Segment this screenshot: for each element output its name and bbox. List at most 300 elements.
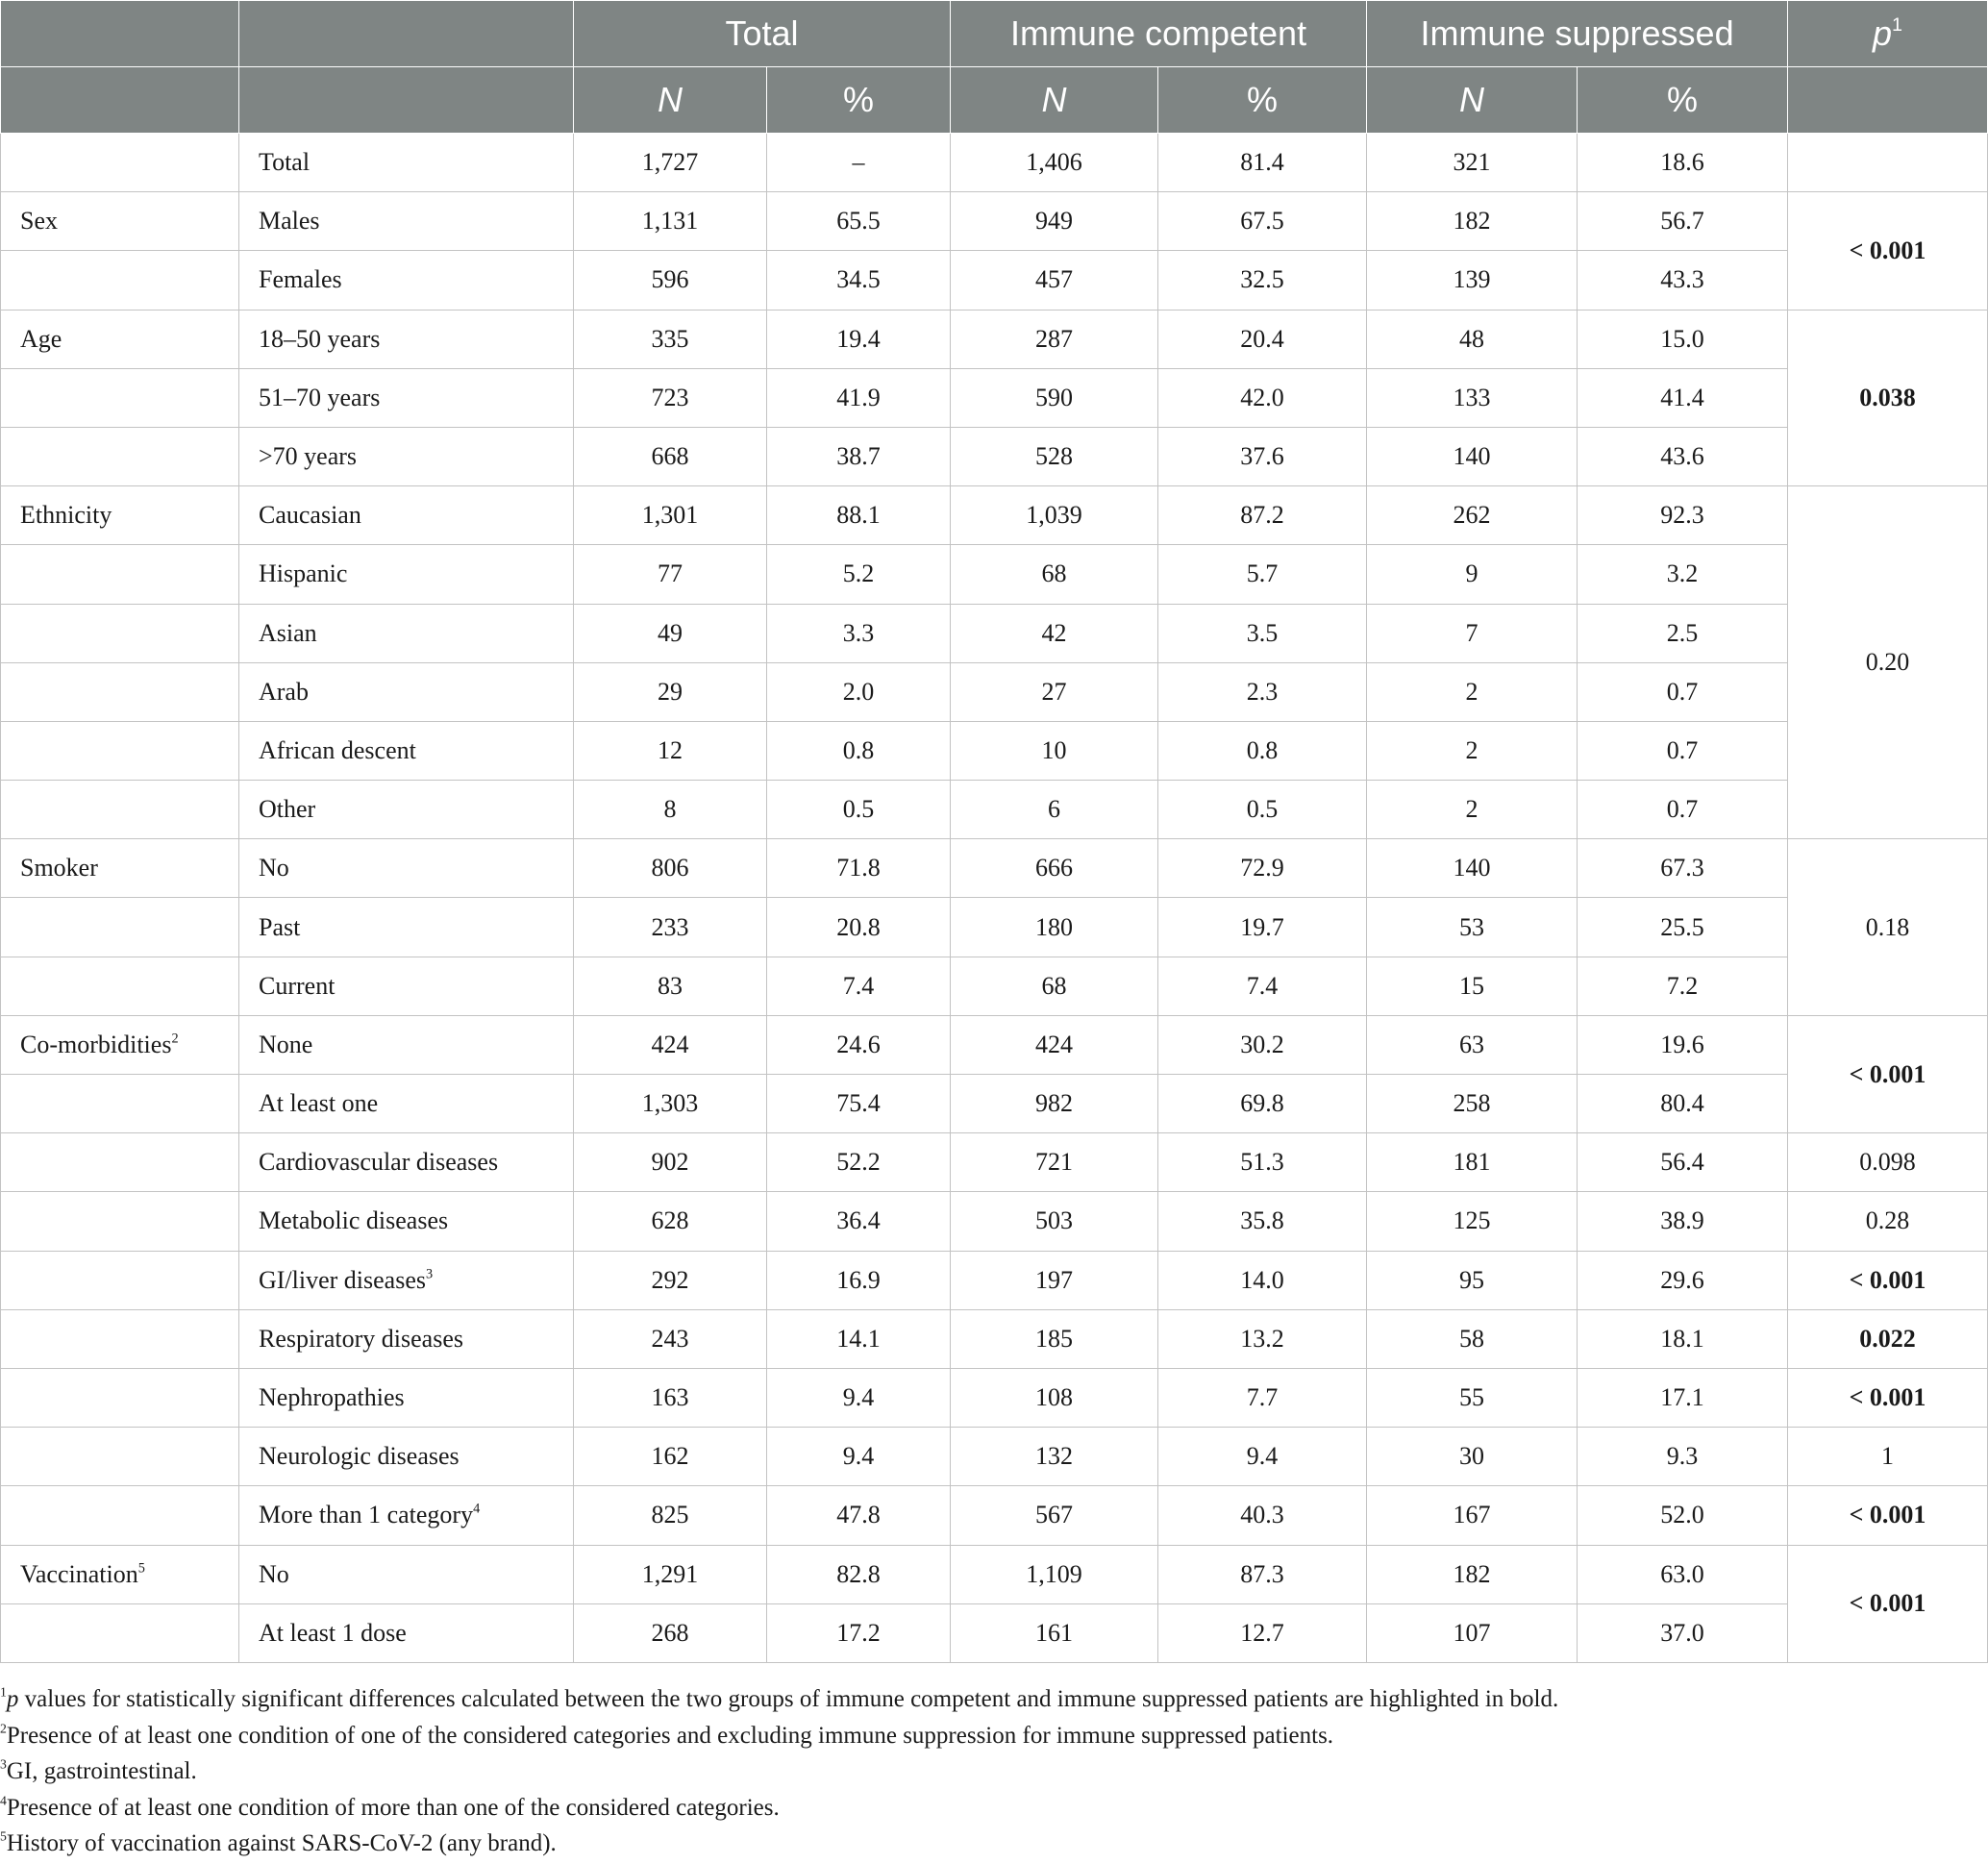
cell-n-ic: 457 bbox=[951, 251, 1158, 310]
cell-n-is: 30 bbox=[1367, 1428, 1578, 1486]
table-row bbox=[1, 1075, 1988, 1133]
table-row bbox=[1, 192, 1988, 251]
row-category bbox=[1, 1309, 239, 1368]
cell-n-total: 668 bbox=[574, 427, 767, 485]
cell-n-is: 7 bbox=[1367, 604, 1578, 662]
header-blank-label-2 bbox=[239, 67, 574, 134]
cell-pct-is: 17.1 bbox=[1578, 1368, 1788, 1427]
cell-n-is: 58 bbox=[1367, 1309, 1578, 1368]
row-label-text: 51–70 years bbox=[259, 383, 381, 411]
header-p-value bbox=[1788, 1, 1988, 67]
row-label-text: Females bbox=[259, 265, 342, 294]
cell-pct-ic: 2.3 bbox=[1158, 662, 1367, 721]
row-label bbox=[239, 192, 574, 251]
row-label-text: No bbox=[259, 1559, 289, 1588]
cell-n-total: 1,131 bbox=[574, 192, 767, 251]
row-category bbox=[1, 604, 239, 662]
cell-pct-is: 63.0 bbox=[1578, 1545, 1788, 1603]
table-row bbox=[1, 1192, 1988, 1251]
cell-n-ic: 287 bbox=[951, 310, 1158, 368]
row-label bbox=[239, 957, 574, 1015]
table-row bbox=[1, 134, 1988, 192]
footnote-line bbox=[0, 1718, 1558, 1754]
cell-pct-is: 0.7 bbox=[1578, 781, 1788, 839]
table-row bbox=[1, 662, 1988, 721]
cell-n-is: 140 bbox=[1367, 427, 1578, 485]
header-row-units bbox=[1, 67, 1988, 134]
cell-pct-ic: 69.8 bbox=[1158, 1075, 1367, 1133]
table-row bbox=[1, 545, 1988, 604]
table-row bbox=[1, 1015, 1988, 1074]
cell-n-total: 29 bbox=[574, 662, 767, 721]
footnote-marker: 4 bbox=[473, 1501, 481, 1517]
cell-pct-ic: 3.5 bbox=[1158, 604, 1367, 662]
table-row bbox=[1, 1368, 1988, 1427]
cell-n-ic: 721 bbox=[951, 1133, 1158, 1192]
cell-pct-ic: 7.4 bbox=[1158, 957, 1367, 1015]
cell-n-is: 258 bbox=[1367, 1075, 1578, 1133]
row-label-text: >70 years bbox=[259, 442, 358, 471]
row-label-text: Metabolic diseases bbox=[259, 1206, 449, 1235]
cell-pct-is: 37.0 bbox=[1578, 1603, 1788, 1662]
cell-n-total: 723 bbox=[574, 368, 767, 427]
cell-pct-total: 5.2 bbox=[767, 545, 951, 604]
table-row bbox=[1, 486, 1988, 545]
cell-pct-is: 2.5 bbox=[1578, 604, 1788, 662]
footnote-marker: 5 bbox=[137, 1559, 145, 1576]
footnote-text: Presence of at least one condition of one of the considered categories and excluding immune suppression for immune suppressed patients. bbox=[6, 1722, 1334, 1749]
cell-n-ic: 567 bbox=[951, 1486, 1158, 1545]
footnote-italic: p bbox=[6, 1686, 19, 1712]
cell-p-value: < 0.001 bbox=[1788, 192, 1988, 310]
row-label bbox=[239, 662, 574, 721]
cell-pct-total: 24.6 bbox=[767, 1015, 951, 1074]
row-category bbox=[1, 898, 239, 957]
cell-n-is: 182 bbox=[1367, 192, 1578, 251]
row-category bbox=[1, 781, 239, 839]
footnote-text: History of vaccination against SARS-CoV-2 (any brand). bbox=[6, 1830, 557, 1856]
table-row bbox=[1, 368, 1988, 427]
row-label bbox=[239, 545, 574, 604]
cell-pct-is: 43.6 bbox=[1578, 427, 1788, 485]
cell-n-ic: 108 bbox=[951, 1368, 1158, 1427]
cell-pct-total: 75.4 bbox=[767, 1075, 951, 1133]
cell-n-ic: 27 bbox=[951, 662, 1158, 721]
cell-n-ic: 197 bbox=[951, 1251, 1158, 1309]
row-label bbox=[239, 1192, 574, 1251]
cell-pct-total: 34.5 bbox=[767, 251, 951, 310]
row-label-text: No bbox=[259, 854, 289, 882]
cell-pct-is: 41.4 bbox=[1578, 368, 1788, 427]
row-category bbox=[1, 134, 239, 192]
row-category bbox=[1, 662, 239, 721]
header-p-letter: p bbox=[1873, 13, 1893, 53]
cell-pct-ic: 19.7 bbox=[1158, 898, 1367, 957]
row-label bbox=[239, 368, 574, 427]
row-category bbox=[1, 1251, 239, 1309]
cell-n-is: 133 bbox=[1367, 368, 1578, 427]
footnote-marker: 2 bbox=[171, 1031, 179, 1047]
cell-p-value: < 0.001 bbox=[1788, 1486, 1988, 1545]
cell-pct-ic: 72.9 bbox=[1158, 839, 1367, 898]
cell-n-is: 63 bbox=[1367, 1015, 1578, 1074]
footnote-line bbox=[0, 1826, 1558, 1862]
row-category bbox=[1, 1603, 239, 1662]
cell-n-ic: 68 bbox=[951, 545, 1158, 604]
row-label bbox=[239, 721, 574, 780]
cell-n-total: 83 bbox=[574, 957, 767, 1015]
row-label-text: Current bbox=[259, 971, 335, 1000]
row-label-text: At least 1 dose bbox=[259, 1618, 407, 1647]
cell-n-total: 1,301 bbox=[574, 486, 767, 545]
header-total: Total bbox=[574, 1, 951, 67]
table-row bbox=[1, 604, 1988, 662]
cell-n-total: 628 bbox=[574, 1192, 767, 1251]
row-label bbox=[239, 1428, 574, 1486]
cell-n-ic: 1,406 bbox=[951, 134, 1158, 192]
cell-pct-total: 9.4 bbox=[767, 1428, 951, 1486]
cell-n-is: 48 bbox=[1367, 310, 1578, 368]
cell-pct-ic: 7.7 bbox=[1158, 1368, 1367, 1427]
cell-pct-total: 9.4 bbox=[767, 1368, 951, 1427]
cell-p-value: < 0.001 bbox=[1788, 1545, 1988, 1662]
cell-pct-ic: 5.7 bbox=[1158, 545, 1367, 604]
table-row bbox=[1, 1428, 1988, 1486]
row-label bbox=[239, 1486, 574, 1545]
table-row bbox=[1, 1251, 1988, 1309]
row-category bbox=[1, 368, 239, 427]
row-label-text: Arab bbox=[259, 677, 309, 706]
row-label bbox=[239, 310, 574, 368]
row-label-text: Hispanic bbox=[259, 559, 348, 588]
row-category bbox=[1, 251, 239, 310]
footnote-number: 2 bbox=[0, 1721, 7, 1736]
header-pct-ic: % bbox=[1158, 67, 1367, 134]
footnote-number: 3 bbox=[0, 1756, 7, 1772]
row-label-text: Nephropathies bbox=[259, 1383, 405, 1412]
table-body bbox=[1, 134, 1988, 1663]
row-category bbox=[1, 1015, 239, 1074]
cell-pct-is: 18.1 bbox=[1578, 1309, 1788, 1368]
cell-p-value: 0.022 bbox=[1788, 1309, 1988, 1368]
row-category-text: Co-morbidities bbox=[20, 1030, 172, 1058]
cell-n-total: 8 bbox=[574, 781, 767, 839]
row-label-text: 18–50 years bbox=[259, 324, 381, 353]
cell-n-is: 2 bbox=[1367, 721, 1578, 780]
cell-pct-ic: 32.5 bbox=[1158, 251, 1367, 310]
row-category-text: Smoker bbox=[20, 854, 98, 882]
cell-n-is: 321 bbox=[1367, 134, 1578, 192]
cell-n-ic: 68 bbox=[951, 957, 1158, 1015]
footnote-number: 1 bbox=[0, 1684, 7, 1700]
row-category bbox=[1, 1368, 239, 1427]
cell-n-is: 125 bbox=[1367, 1192, 1578, 1251]
cell-pct-total: 16.9 bbox=[767, 1251, 951, 1309]
cell-n-ic: 503 bbox=[951, 1192, 1158, 1251]
row-label bbox=[239, 781, 574, 839]
header-immune-competent: Immune competent bbox=[951, 1, 1367, 67]
cell-pct-is: 9.3 bbox=[1578, 1428, 1788, 1486]
table-row bbox=[1, 781, 1988, 839]
cell-pct-total: 0.8 bbox=[767, 721, 951, 780]
cell-pct-total: 17.2 bbox=[767, 1603, 951, 1662]
cell-pct-is: 52.0 bbox=[1578, 1486, 1788, 1545]
footnote-number: 4 bbox=[0, 1793, 7, 1808]
cell-pct-total: 19.4 bbox=[767, 310, 951, 368]
cell-n-ic: 949 bbox=[951, 192, 1158, 251]
cell-pct-ic: 0.5 bbox=[1158, 781, 1367, 839]
cell-pct-is: 3.2 bbox=[1578, 545, 1788, 604]
cell-n-total: 825 bbox=[574, 1486, 767, 1545]
footnote-line bbox=[0, 1681, 1558, 1718]
table-row bbox=[1, 1545, 1988, 1603]
cell-n-is: 182 bbox=[1367, 1545, 1578, 1603]
cell-p-value: 0.098 bbox=[1788, 1133, 1988, 1192]
row-category bbox=[1, 545, 239, 604]
row-category-text: Age bbox=[20, 324, 62, 353]
row-label-text: Neurologic diseases bbox=[259, 1442, 460, 1471]
footnote-text: GI, gastrointestinal. bbox=[6, 1758, 197, 1784]
footnote-number: 5 bbox=[0, 1828, 7, 1844]
row-label-text: Other bbox=[259, 795, 316, 824]
row-category bbox=[1, 486, 239, 545]
row-label bbox=[239, 251, 574, 310]
cell-pct-total: 52.2 bbox=[767, 1133, 951, 1192]
cell-n-ic: 42 bbox=[951, 604, 1158, 662]
cell-n-total: 292 bbox=[574, 1251, 767, 1309]
header-n-ic: N bbox=[951, 67, 1158, 134]
cell-n-is: 15 bbox=[1367, 957, 1578, 1015]
header-blank-category bbox=[1, 1, 239, 67]
header-pct-total: % bbox=[767, 67, 951, 134]
cell-pct-total: 2.0 bbox=[767, 662, 951, 721]
cell-n-is: 2 bbox=[1367, 662, 1578, 721]
cell-pct-is: 19.6 bbox=[1578, 1015, 1788, 1074]
row-label bbox=[239, 1545, 574, 1603]
cell-p-value: 1 bbox=[1788, 1428, 1988, 1486]
cell-n-is: 262 bbox=[1367, 486, 1578, 545]
row-label bbox=[239, 1015, 574, 1074]
cell-pct-is: 0.7 bbox=[1578, 662, 1788, 721]
cell-n-ic: 528 bbox=[951, 427, 1158, 485]
cell-pct-is: 7.2 bbox=[1578, 957, 1788, 1015]
row-category bbox=[1, 1192, 239, 1251]
header-n-total: N bbox=[574, 67, 767, 134]
cell-pct-total: 0.5 bbox=[767, 781, 951, 839]
row-category-text: Ethnicity bbox=[20, 501, 112, 530]
cell-p-value: 0.18 bbox=[1788, 839, 1988, 1016]
row-category bbox=[1, 192, 239, 251]
cell-n-total: 806 bbox=[574, 839, 767, 898]
cell-pct-total: 7.4 bbox=[767, 957, 951, 1015]
header-blank-label bbox=[239, 1, 574, 67]
cell-pct-is: 80.4 bbox=[1578, 1075, 1788, 1133]
cell-pct-is: 18.6 bbox=[1578, 134, 1788, 192]
cell-n-is: 2 bbox=[1367, 781, 1578, 839]
cell-p-value: < 0.001 bbox=[1788, 1251, 1988, 1309]
table-row bbox=[1, 957, 1988, 1015]
cell-n-ic: 132 bbox=[951, 1428, 1158, 1486]
cell-n-total: 243 bbox=[574, 1309, 767, 1368]
cell-n-total: 162 bbox=[574, 1428, 767, 1486]
cell-pct-ic: 67.5 bbox=[1158, 192, 1367, 251]
row-label-text: At least one bbox=[259, 1089, 379, 1118]
cell-pct-is: 67.3 bbox=[1578, 839, 1788, 898]
cell-n-total: 902 bbox=[574, 1133, 767, 1192]
cell-n-is: 167 bbox=[1367, 1486, 1578, 1545]
cell-n-is: 95 bbox=[1367, 1251, 1578, 1309]
row-label bbox=[239, 1075, 574, 1133]
cell-n-ic: 1,109 bbox=[951, 1545, 1158, 1603]
row-label bbox=[239, 134, 574, 192]
cell-pct-is: 0.7 bbox=[1578, 721, 1788, 780]
cell-n-total: 268 bbox=[574, 1603, 767, 1662]
cell-pct-total: 20.8 bbox=[767, 898, 951, 957]
cell-pct-ic: 0.8 bbox=[1158, 721, 1367, 780]
table-row bbox=[1, 251, 1988, 310]
cell-pct-ic: 20.4 bbox=[1158, 310, 1367, 368]
cell-pct-ic: 13.2 bbox=[1158, 1309, 1367, 1368]
row-label bbox=[239, 1309, 574, 1368]
cell-n-ic: 10 bbox=[951, 721, 1158, 780]
row-label-text: None bbox=[259, 1030, 313, 1058]
cell-n-total: 596 bbox=[574, 251, 767, 310]
table-row bbox=[1, 839, 1988, 898]
row-label bbox=[239, 486, 574, 545]
header-blank-category-2 bbox=[1, 67, 239, 134]
cell-pct-ic: 35.8 bbox=[1158, 1192, 1367, 1251]
cell-p-value: < 0.001 bbox=[1788, 1368, 1988, 1427]
row-label bbox=[239, 898, 574, 957]
cell-pct-total: 71.8 bbox=[767, 839, 951, 898]
cell-p-value: 0.20 bbox=[1788, 486, 1988, 839]
cell-pct-ic: 9.4 bbox=[1158, 1428, 1367, 1486]
cell-n-is: 9 bbox=[1367, 545, 1578, 604]
cell-pct-total: 47.8 bbox=[767, 1486, 951, 1545]
cell-p-value: 0.038 bbox=[1788, 310, 1988, 486]
row-label-text: GI/liver diseases bbox=[259, 1265, 427, 1294]
cell-pct-total: 82.8 bbox=[767, 1545, 951, 1603]
row-label bbox=[239, 604, 574, 662]
cell-p-value: 0.28 bbox=[1788, 1192, 1988, 1251]
cell-n-ic: 180 bbox=[951, 898, 1158, 957]
cell-n-ic: 424 bbox=[951, 1015, 1158, 1074]
table-row bbox=[1, 310, 1988, 368]
row-label bbox=[239, 1603, 574, 1662]
row-label-text: Asian bbox=[259, 618, 317, 647]
row-label-text: Respiratory diseases bbox=[259, 1324, 464, 1353]
cell-pct-total: 41.9 bbox=[767, 368, 951, 427]
cell-n-total: 1,303 bbox=[574, 1075, 767, 1133]
cell-pct-ic: 87.2 bbox=[1158, 486, 1367, 545]
cell-pct-total: 38.7 bbox=[767, 427, 951, 485]
cell-n-total: 12 bbox=[574, 721, 767, 780]
cell-pct-total: 88.1 bbox=[767, 486, 951, 545]
row-label-text: Past bbox=[259, 912, 301, 941]
cell-n-total: 49 bbox=[574, 604, 767, 662]
row-label-text: Cardiovascular diseases bbox=[259, 1148, 499, 1177]
table-row bbox=[1, 427, 1988, 485]
cell-n-ic: 6 bbox=[951, 781, 1158, 839]
cell-n-is: 140 bbox=[1367, 839, 1578, 898]
cell-pct-ic: 87.3 bbox=[1158, 1545, 1367, 1603]
cell-pct-total: 14.1 bbox=[767, 1309, 951, 1368]
footnote-line bbox=[0, 1753, 1558, 1790]
cell-n-ic: 590 bbox=[951, 368, 1158, 427]
row-label bbox=[239, 1368, 574, 1427]
footnote-marker: 3 bbox=[426, 1265, 434, 1281]
cell-pct-total: 3.3 bbox=[767, 604, 951, 662]
footnote-text: Presence of at least one condition of more than one of the considered categories. bbox=[6, 1794, 780, 1821]
cell-pct-is: 25.5 bbox=[1578, 898, 1788, 957]
cell-n-ic: 666 bbox=[951, 839, 1158, 898]
row-category bbox=[1, 1075, 239, 1133]
cell-n-total: 1,291 bbox=[574, 1545, 767, 1603]
cell-pct-ic: 14.0 bbox=[1158, 1251, 1367, 1309]
cell-pct-ic: 42.0 bbox=[1158, 368, 1367, 427]
row-label-text: Males bbox=[259, 207, 320, 236]
cell-pct-is: 56.7 bbox=[1578, 192, 1788, 251]
table-row bbox=[1, 1133, 1988, 1192]
row-category bbox=[1, 957, 239, 1015]
cell-n-ic: 982 bbox=[951, 1075, 1158, 1133]
row-category bbox=[1, 1486, 239, 1545]
header-immune-suppressed: Immune suppressed bbox=[1367, 1, 1788, 67]
header-pct-is: % bbox=[1578, 67, 1788, 134]
header-p-sup: 1 bbox=[1892, 14, 1903, 37]
cell-n-is: 107 bbox=[1367, 1603, 1578, 1662]
cell-n-total: 77 bbox=[574, 545, 767, 604]
row-category bbox=[1, 310, 239, 368]
cell-pct-is: 15.0 bbox=[1578, 310, 1788, 368]
cell-n-total: 424 bbox=[574, 1015, 767, 1074]
cell-pct-total: – bbox=[767, 134, 951, 192]
cell-n-total: 1,727 bbox=[574, 134, 767, 192]
footnote-line bbox=[0, 1790, 1558, 1827]
cell-pct-ic: 81.4 bbox=[1158, 134, 1367, 192]
cell-pct-is: 56.4 bbox=[1578, 1133, 1788, 1192]
row-category bbox=[1, 427, 239, 485]
row-label bbox=[239, 427, 574, 485]
table-header bbox=[1, 1, 1988, 134]
cell-pct-ic: 37.6 bbox=[1158, 427, 1367, 485]
cell-n-is: 139 bbox=[1367, 251, 1578, 310]
cell-pct-ic: 40.3 bbox=[1158, 1486, 1367, 1545]
footnotes bbox=[0, 1681, 1558, 1862]
row-label-text: More than 1 category bbox=[259, 1501, 474, 1529]
cell-pct-ic: 51.3 bbox=[1158, 1133, 1367, 1192]
table-row bbox=[1, 1309, 1988, 1368]
cell-pct-ic: 30.2 bbox=[1158, 1015, 1367, 1074]
row-category bbox=[1, 839, 239, 898]
cell-n-total: 335 bbox=[574, 310, 767, 368]
cell-n-total: 163 bbox=[574, 1368, 767, 1427]
cell-n-ic: 161 bbox=[951, 1603, 1158, 1662]
cell-n-is: 55 bbox=[1367, 1368, 1578, 1427]
row-category-text: Sex bbox=[20, 207, 58, 236]
row-label bbox=[239, 1251, 574, 1309]
cell-n-is: 181 bbox=[1367, 1133, 1578, 1192]
cell-pct-is: 92.3 bbox=[1578, 486, 1788, 545]
row-category bbox=[1, 1428, 239, 1486]
header-blank-p bbox=[1788, 67, 1988, 134]
cell-n-is: 53 bbox=[1367, 898, 1578, 957]
cell-pct-is: 43.3 bbox=[1578, 251, 1788, 310]
table-row bbox=[1, 721, 1988, 780]
table-row bbox=[1, 898, 1988, 957]
row-label bbox=[239, 839, 574, 898]
row-label-text: African descent bbox=[259, 735, 416, 764]
